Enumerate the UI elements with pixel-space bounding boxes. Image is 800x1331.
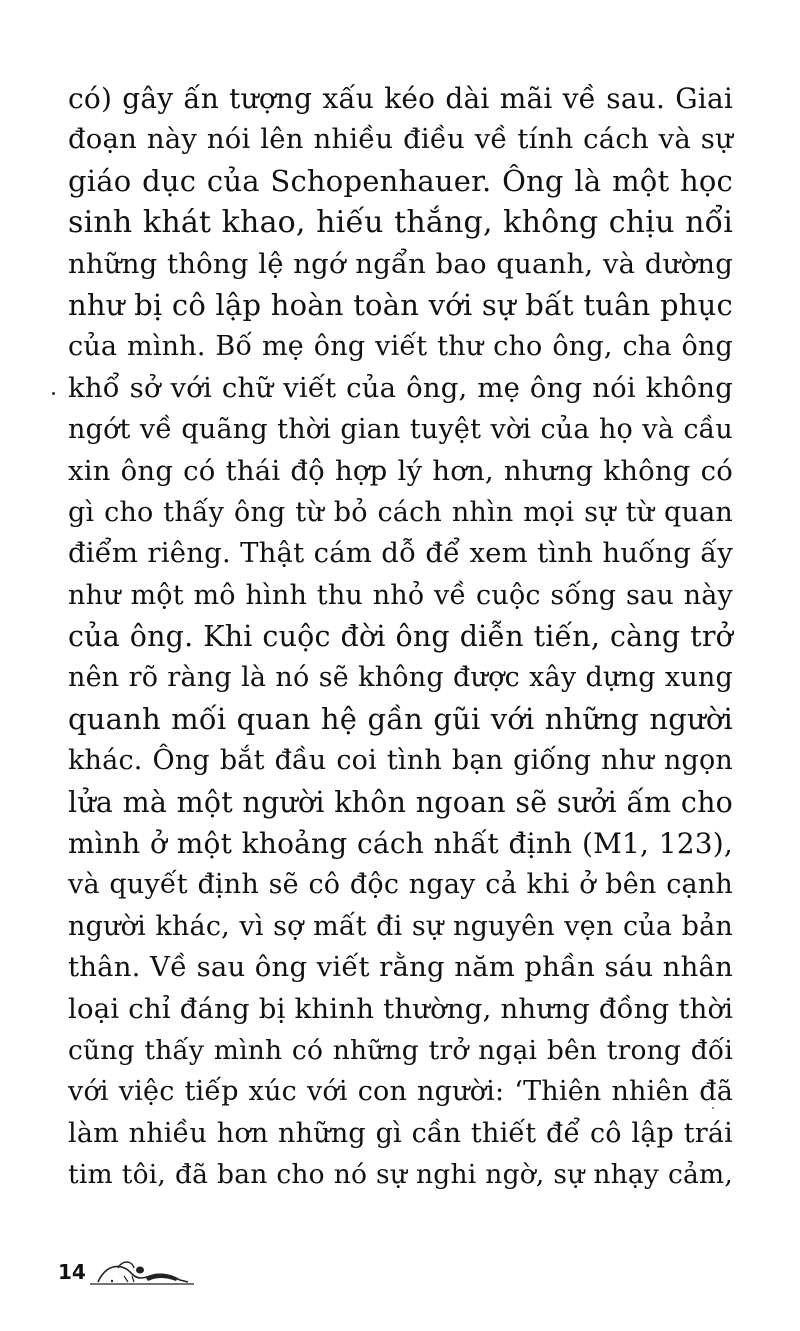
- text-line: thân. Về sau ông viết rằng năm phần sáu nhân: [68, 951, 733, 984]
- reclining-figure-ornament-icon: [88, 1254, 198, 1288]
- text-line: người khác, vì sợ mất đi sự nguyên vẹn của bản: [68, 910, 733, 942]
- text-line: làm nhiều hơn những gì cần thiết để cô lập trái: [68, 1117, 733, 1149]
- text-line: lửa mà một người khôn ngoan sẽ sưởi ấm cho: [68, 785, 733, 819]
- page-number: 14: [58, 1260, 86, 1284]
- print-speck: [712, 1107, 714, 1109]
- print-speck: [52, 392, 55, 395]
- text-line: khác. Ông bắt đầu coi tình bạn giống như ngọn: [68, 745, 733, 777]
- text-line: loại chỉ đáng bị khinh thường, nhưng đồng thời: [68, 992, 734, 1025]
- text-line: của mình. Bố mẹ ông viết thư cho ông, cha ông: [68, 331, 733, 363]
- text-line: những thông lệ ngớ ngẩn bao quanh, và dường: [68, 247, 733, 280]
- body-text: [68, 78, 733, 1196]
- text-line: khổ sở với chữ viết của ông, mẹ ông nói không: [68, 371, 733, 404]
- text-line: đoạn này nói lên nhiều điều về tính cách và sự: [68, 123, 733, 156]
- text-line: quanh mối quan hệ gần gũi với những người: [68, 701, 733, 736]
- text-line: điểm riêng. Thật cám dỗ để xem tình huống ấy: [68, 537, 733, 570]
- text-line: tim tôi, đã ban cho nó sự nghi ngờ, sự nhạy cảm,: [68, 1159, 733, 1191]
- text-line: mình ở một khoảng cách nhất định (M1, 123),: [68, 827, 733, 861]
- page-footer: [58, 1254, 198, 1294]
- text-line: nên rõ ràng là nó sẽ không được xây dựng xung: [68, 662, 733, 694]
- text-line: và quyết định sẽ cô độc ngay cả khi ở bên cạnh: [68, 869, 733, 901]
- text-line: như bị cô lập hoàn toàn với sự bất tuân phục: [68, 287, 733, 322]
- text-line: ngớt về quãng thời gian tuyệt vời của họ và cầu: [68, 414, 733, 446]
- text-line: cũng thấy mình có những trở ngại bên trong đối: [68, 1034, 733, 1066]
- text-line: giáo dục của Schopenhauer. Ông là một học: [68, 163, 733, 198]
- text-line: có) gây ấn tượng xấu kéo dài mãi về sau. Giai: [68, 82, 733, 115]
- text-line: sinh khát khao, hiếu thắng, không chịu nổi: [68, 205, 733, 241]
- text-line: như một mô hình thu nhỏ về cuộc sống sau này: [68, 579, 733, 611]
- text-line: xin ông có thái độ hợp lý hơn, nhưng không có: [68, 454, 733, 487]
- text-line: gì cho thấy ông từ bỏ cách nhìn mọi sự từ quan: [68, 496, 733, 528]
- text-line: với việc tiếp xúc với con người: ‘Thiên nhiên đã: [68, 1076, 733, 1108]
- text-line: của ông. Khi cuộc đời ông diễn tiến, càng trở: [68, 620, 733, 654]
